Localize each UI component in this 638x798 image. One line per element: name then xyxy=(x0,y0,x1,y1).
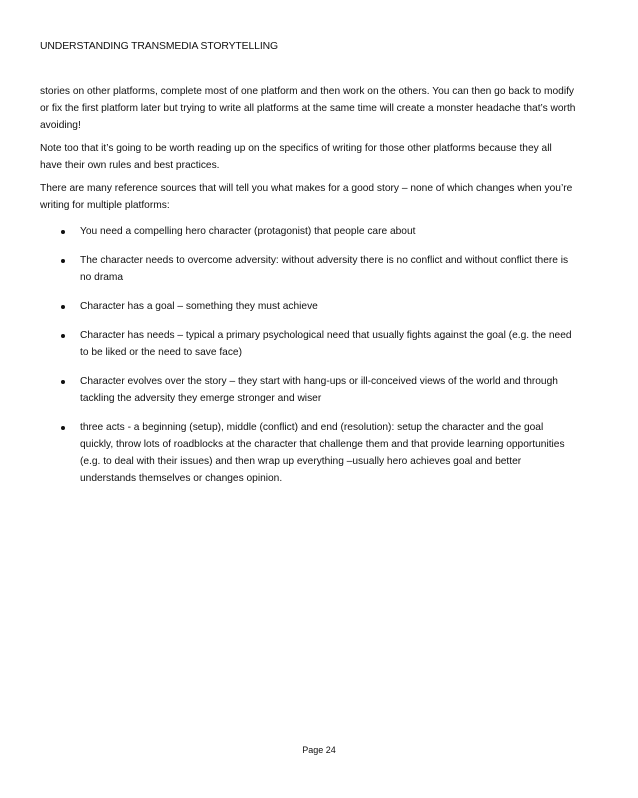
bullet-list xyxy=(40,223,576,487)
bullet-icon xyxy=(61,380,65,384)
bullet-item xyxy=(40,252,576,286)
bullet-icon xyxy=(61,305,65,309)
page-number: Page 24 xyxy=(302,745,336,755)
bullet-item xyxy=(40,298,576,315)
bullet-item xyxy=(40,327,576,361)
bullet-icon xyxy=(61,334,65,338)
body-content xyxy=(40,83,576,499)
running-header: UNDERSTANDING TRANSMEDIA STORYTELLING xyxy=(40,41,279,52)
bullet-icon xyxy=(61,230,65,234)
body-paragraph: There are many reference sources that will tell you what makes for a good story – none of which changes when you’re writing for multiple platforms: xyxy=(40,183,573,211)
bullet-item xyxy=(40,223,576,240)
bullet-icon xyxy=(61,426,65,430)
bullet-text: Character has a goal – something they must achieve xyxy=(80,301,318,312)
bullet-item xyxy=(40,419,576,487)
body-paragraph: Note too that it’s going to be worth reading up on the specifics of writing for those other platforms because they all have their own rules and best practices. xyxy=(40,143,552,171)
bullet-icon xyxy=(61,259,65,263)
bullet-text: The character needs to overcome adversity: without adversity there is no conflict and without conflict there is no drama xyxy=(80,255,569,283)
bullet-text: You need a compelling hero character (protagonist) that people care about xyxy=(80,226,416,237)
bullet-text: Character evolves over the story – they start with hang-ups or ill-conceived views of the world and through tackling the adversity they emerge stronger and wiser xyxy=(80,376,558,404)
bullet-item xyxy=(40,373,576,407)
bullet-text: three acts - a beginning (setup), middle (conflict) and end (resolution): setup the character and the goal quickly, throw lots of roadblocks at the character that challenge them and that provide learning opportunities (e.g. to deal with their issues) and then wrap up everything –usually hero achieves goal and better understands themselves or changes opinion. xyxy=(80,422,565,484)
bullet-text: Character has needs – typical a primary psychological need that usually fights against the goal (e.g. the need to be liked or the need to save face) xyxy=(80,330,572,358)
body-paragraph: stories on other platforms, complete most of one platform and then work on the others. You can then go back to modify or fix the first platform later but trying to write all platforms at the same time will create a monster headache that’s worth avoiding! xyxy=(40,86,576,131)
